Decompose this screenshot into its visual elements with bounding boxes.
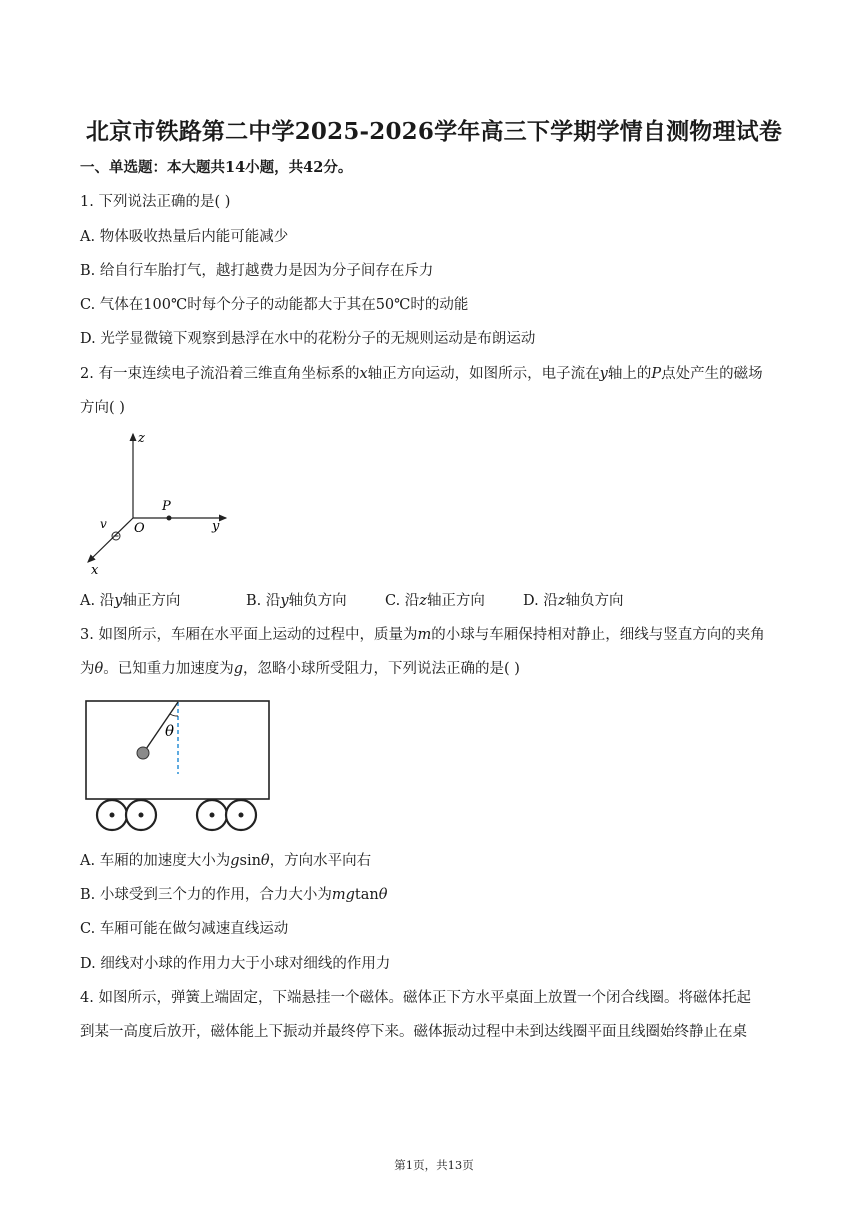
wheel-hub	[110, 813, 115, 818]
q2-stem-line2: 方向( )	[80, 400, 125, 416]
wheel-hub	[210, 813, 215, 818]
q2-option-d	[523, 591, 623, 611]
q2-coordinate-figure	[78, 428, 238, 578]
q1-option-a: A. 物体吸收热量后内能可能减少	[80, 229, 289, 245]
section-heading: 一、单选题：本大题共14小题，共42分。	[80, 159, 353, 176]
q3-text: ，忽略小球所受阻力，下列说法正确的是( )	[243, 661, 520, 677]
q4-stem-line2: 到某一高度后放开，磁体能上下振动并最终停下来。磁体振动过程中未到达线圈平面且线圈始终静止在桌	[80, 1024, 747, 1040]
opt-text: 轴负方向	[288, 593, 347, 609]
q2-text: 2. 有一束连续电子流沿着三维直角坐标系的	[80, 366, 360, 382]
opt-text: 轴负方向	[565, 593, 624, 609]
q2-text: 轴上的	[607, 366, 652, 382]
opt-var: y	[114, 593, 123, 609]
x-label: x	[91, 563, 99, 578]
q2-option-b	[246, 591, 347, 611]
opt-func: sin	[239, 853, 261, 869]
opt-text: ，方向水平向右	[269, 853, 372, 869]
origin-label: O	[134, 521, 145, 536]
q3-carriage-figure	[80, 696, 280, 836]
var-x: x	[359, 366, 368, 382]
opt-text: C. 沿	[385, 593, 420, 609]
z-label: z	[138, 431, 145, 446]
opt-text: D. 沿	[523, 593, 558, 609]
q2-option-a	[80, 591, 180, 611]
exam-title: 北京市铁路第二中学2025-2026学年高三下学期学情自测物理试卷	[85, 118, 783, 145]
q3-text: 3. 如图所示，车厢在水平面上运动的过程中，质量为	[80, 627, 418, 643]
q3-option-c: C. 车厢可能在做匀减速直线运动	[80, 921, 289, 937]
theta-label: θ	[165, 722, 175, 740]
opt-text: A. 车厢的加速度大小为	[80, 853, 231, 869]
q2-text: 点处产生的磁场	[661, 366, 763, 382]
q3-option-d: D. 细线对小球的作用力大于小球对细线的作用力	[80, 956, 391, 972]
y-label: y	[212, 519, 220, 534]
q2-option-c	[385, 591, 485, 611]
var-y: y	[599, 366, 608, 382]
var-theta: θ	[94, 661, 104, 677]
opt-text: B. 沿	[246, 593, 281, 609]
q4-stem-line1: 4. 如图所示，弹簧上端固定，下端悬挂一个磁体。磁体正下方水平桌面上放置一个闭合线圈。将磁体托起	[80, 990, 751, 1006]
opt-text: 轴正方向	[122, 593, 181, 609]
q1-stem: 1. 下列说法正确的是( )	[80, 194, 231, 210]
wheel-hub	[139, 813, 144, 818]
q3-stem-line2	[80, 659, 520, 679]
opt-var: g	[230, 853, 240, 869]
opt-text: 轴正方向	[426, 593, 485, 609]
q3-text: 。已知重力加速度为	[103, 661, 234, 677]
x-axis	[88, 518, 133, 562]
opt-var: z	[419, 593, 427, 609]
q3-option-b	[80, 885, 387, 905]
var-m: m	[417, 627, 432, 643]
opt-text: A. 沿	[80, 593, 115, 609]
q1-option-d: D. 光学显微镜下观察到悬浮在水中的花粉分子的无规则运动是布朗运动	[80, 331, 536, 347]
q3-stem-line1	[80, 625, 765, 645]
var-g: g	[233, 661, 244, 677]
page-footer: 第1页，共13页	[394, 1158, 474, 1172]
opt-text: B. 小球受到三个力的作用，合力大小为	[80, 887, 332, 903]
point-p	[167, 516, 172, 521]
p-label: P	[162, 499, 171, 514]
opt-var: θ	[260, 853, 270, 869]
q3-option-a	[80, 851, 371, 871]
var-p: P	[651, 366, 662, 382]
opt-var: y	[280, 593, 289, 609]
opt-var: mg	[331, 887, 355, 903]
q2-stem-line1	[80, 364, 763, 384]
q3-text: 的小球与车厢保持相对静止，细线与竖直方向的夹角	[431, 627, 765, 643]
angle-arc	[170, 714, 178, 716]
q3-text: 为	[80, 661, 95, 677]
q1-option-c: C. 气体在100℃时每个分子的动能都大于其在50℃时的动能	[80, 297, 469, 313]
q1-option-b: B. 给自行车胎打气，越打越费力是因为分子间存在斥力	[80, 263, 434, 279]
ball	[137, 747, 149, 759]
opt-func: tan	[354, 887, 379, 903]
wheel-hub	[239, 813, 244, 818]
q2-text: 轴正方向运动，如图所示，电子流在	[367, 366, 600, 382]
velocity-label: v	[100, 517, 107, 531]
opt-var: z	[557, 593, 566, 609]
opt-var: θ	[378, 887, 388, 903]
